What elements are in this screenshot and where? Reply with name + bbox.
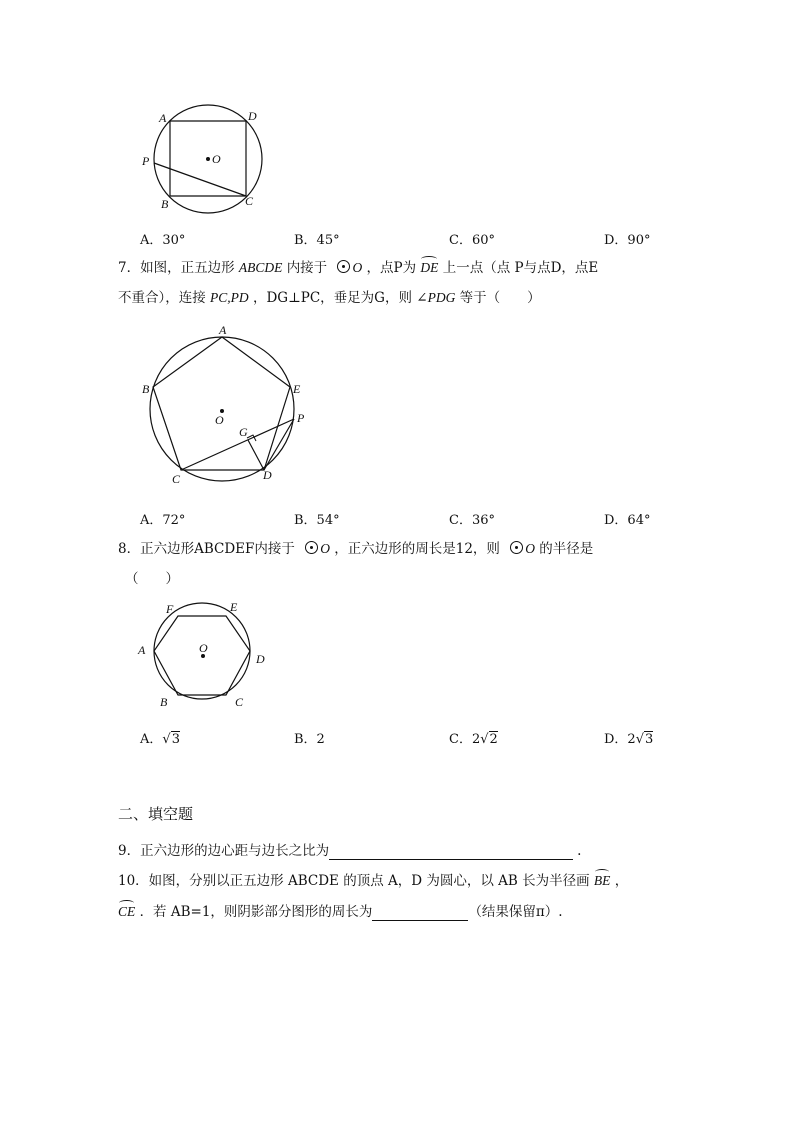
q10-line1 [118,872,628,890]
q9-text: 9．正六边形的边心距与边长之比为 [118,843,330,859]
q6-segment-pc [154,163,246,196]
q6-label-b: B [161,197,169,211]
q6-center-dot [206,157,210,161]
q8-option-c [449,728,498,747]
q7-text-l2c: ，DG⊥PC，垂足为G，则 [252,290,412,306]
q7-label-g: G [239,425,248,439]
q7-pentagon [153,337,290,470]
q10-line2 [118,903,563,921]
q8-option-d-root: 3 [645,732,654,747]
q7-text-5: ，点P为 [366,260,417,276]
q7-pentagon-name: ABCDE [238,260,283,275]
q8-option-a-prefix: A． [140,732,163,747]
q7-arc-de: DE [420,260,439,275]
q7-figure [135,320,325,490]
q6-label-c: C [245,194,254,208]
q6-option-b: B．45° [294,233,340,248]
q7-option-c: C．36° [449,513,495,528]
q10-arc-be: BE [593,873,611,888]
q6-label-p: P [142,154,150,168]
q8-text-1: 8．正六边形ABCDEF内接于 [118,541,295,557]
q7-option-a: A．72° [140,513,186,528]
q6-label-d: D [248,109,257,123]
q9-end: . [577,843,582,859]
sqrt-icon: √ [480,732,489,747]
q8-label-b: B [160,695,168,709]
q8-line1 [118,540,593,558]
q10-answer-blank[interactable] [372,906,468,921]
q7-label-e: E [293,382,301,396]
q6-label-a: A [159,111,167,125]
circle-o-symbol [510,541,523,554]
q8-label-o: O [199,641,208,655]
q7-label-p: P [297,411,305,425]
q6-option-c: C．60° [449,233,495,248]
q6-figure [130,100,280,220]
q10-text-4: （结果保留π）. [468,904,563,920]
q10-text-2: ， [614,873,629,889]
q7-text-7: 上一点（点 P与点D，点E [442,260,599,276]
q7-option-b: B．54° [294,513,340,528]
q6-option-a: A．30° [140,233,186,248]
circle-o-symbol [337,260,350,273]
q7-text-1: 7．如图，正五边形 [118,260,235,276]
q8-option-d [604,728,653,747]
q8-circle-name-1: O [320,541,330,556]
q10-arc-ce: CE [118,904,136,919]
q8-line2 [125,570,179,588]
sqrt-icon: √ [635,732,644,747]
circle-o-symbol [305,541,318,554]
q9-line [118,842,581,860]
q7-label-d: D [263,468,272,482]
q7-angle: ∠PDG [416,290,456,305]
q7-line2 [118,289,541,307]
q7-text-3: 内接于 [286,260,328,276]
q8-option-a-root: 3 [171,732,180,747]
q7-circle-name: O [352,260,363,275]
q8-circle-name-2: O [525,541,535,556]
q7-label-b: B [142,382,150,396]
q8-label-e: E [230,600,238,614]
q6-label-o: O [212,152,221,166]
q7-label-o: O [215,413,224,427]
q10-text-3: ．若 AB=1，则阴影部分图形的周长为 [139,904,373,920]
q8-option-a [140,728,180,747]
sqrt-icon: √ [162,732,171,747]
section-title: 二、填空题 [118,805,194,823]
q7-label-a: A [219,323,227,337]
q7-label-c: C [172,472,181,486]
q7-segment-pd [264,419,294,470]
q7-segments: PC,PD [210,290,249,305]
q7-option-d: D．64° [604,513,651,528]
q8-text-5: 的半径是 [539,541,594,557]
q6-option-d: D．90° [604,233,651,248]
q8-text-l2: （ ） [125,571,179,587]
q7-segment-pc [181,419,294,470]
q8-figure [135,598,275,713]
q8-option-c-root: 2 [489,732,498,747]
q8-label-c: C [235,695,244,709]
q9-answer-blank[interactable] [329,845,573,860]
q7-text-l2a: 不重合），连接 [118,290,206,306]
q8-option-d-prefix: D．2 [604,732,636,747]
q10-text-1: 10．如图，分别以正五边形 ABCDE 的顶点 A，D 为圆心，以 AB 长为半径画 [118,873,590,889]
q8-label-a: A [138,643,146,657]
q7-line1 [118,259,598,277]
q7-text-l2e: 等于（ ） [459,290,541,306]
q8-label-d: D [256,652,265,666]
q7-segment-dg [248,440,264,470]
q8-text-3: ，正六边形的周长是12，则 [334,541,500,557]
q8-label-f: F [166,602,174,616]
q8-option-b: B．2 [294,732,325,747]
q8-option-c-prefix: C．2 [449,732,481,747]
